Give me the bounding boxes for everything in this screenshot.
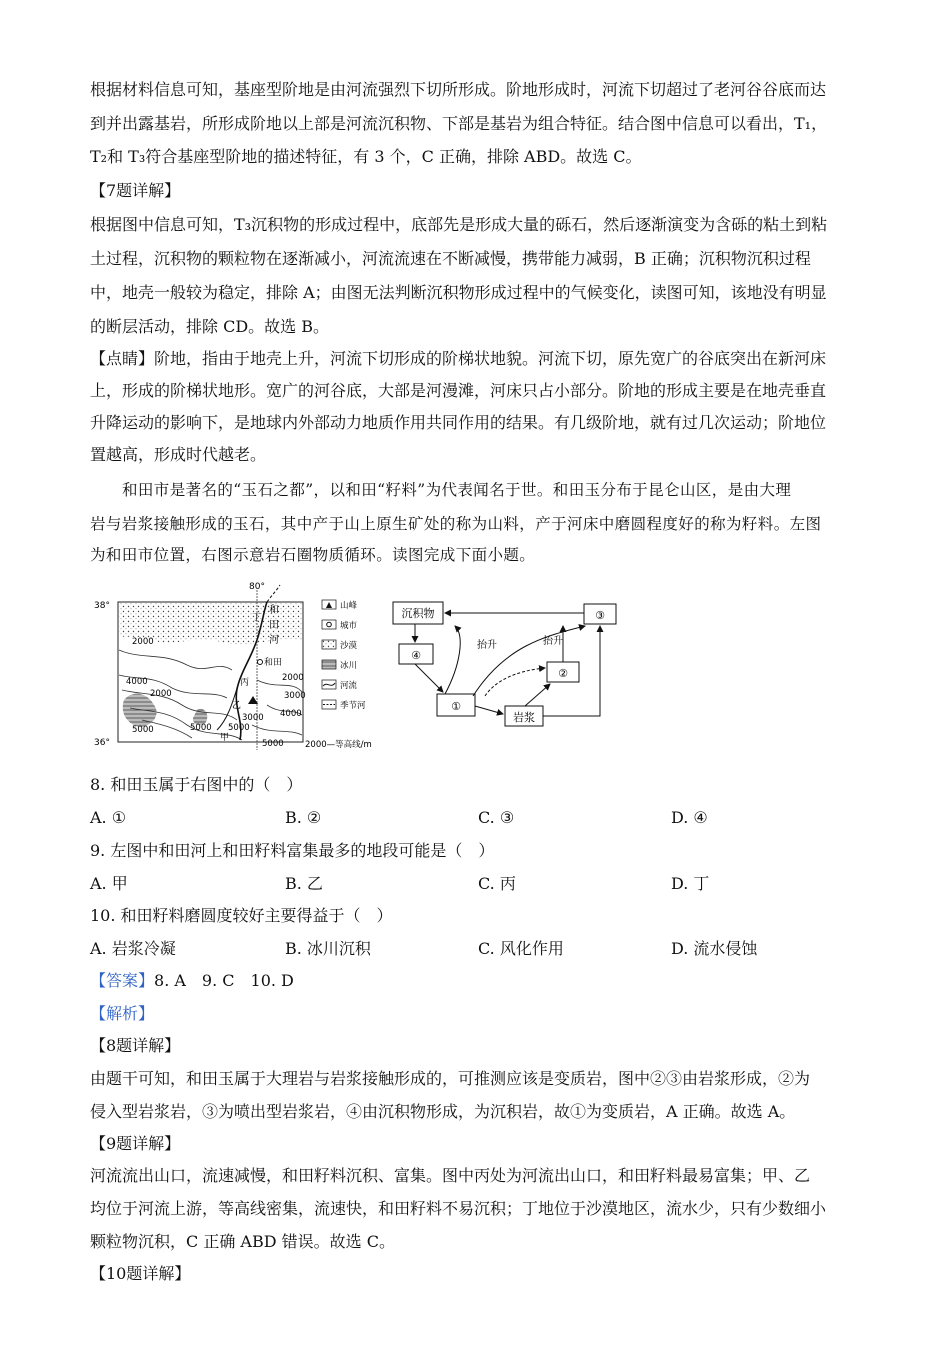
map-legend bbox=[305, 600, 372, 750]
label-uplift-1: 抬升 bbox=[477, 640, 497, 651]
intro-line-2: 岩与岩浆接触形成的玉石，其中产于山上原生矿处的称为山料，产于河床中磨圆程度好的称为籽料。左图 bbox=[90, 515, 822, 533]
q6-line-3: T₂和 T₃符合基座型阶地的描述特征，有 3 个，C 正确，排除 ABD。故选 C。 bbox=[90, 147, 642, 166]
q8-line-2: 侵入型岩浆岩，③为喷出型岩浆岩，④由沉积物形成，为沉积岩，故①为变质岩，A 正确。故选 A。 bbox=[90, 1102, 796, 1121]
label-magma: 岩浆 bbox=[513, 711, 535, 724]
analysis-label: 【解析】 bbox=[90, 1004, 155, 1023]
seasonal-river bbox=[267, 585, 280, 602]
q10-option-c[interactable]: C. 风化作用 bbox=[478, 939, 564, 958]
q9-heading: 【9题详解】 bbox=[90, 1134, 181, 1153]
label-4: ④ bbox=[411, 649, 421, 662]
q9-line-2: 均位于河流上游，等高线密集，流速快，和田籽料不易沉积；丁地位于沙漠地区，流水少，只有少数细小 bbox=[90, 1199, 827, 1218]
legend-river: 河流 bbox=[340, 681, 358, 691]
q9-option-a[interactable]: A. 甲 bbox=[90, 874, 128, 893]
tip-line-1: 【点睛】阶地，指由于地壳上升，河流下切形成的阶梯状地貌。河流下切，原先宽广的谷底突出在新河床 bbox=[90, 349, 827, 368]
contour-label: 3000 bbox=[242, 713, 264, 723]
q8-option-c[interactable]: C. ③ bbox=[478, 808, 515, 827]
answer-text: 8. A 9. C 10. D bbox=[154, 971, 294, 990]
q8-option-a[interactable]: A. ① bbox=[90, 808, 127, 827]
q8-option-d[interactable]: D. ④ bbox=[671, 808, 708, 827]
contour-labels bbox=[126, 637, 306, 749]
q10-option-a[interactable]: A. 岩浆冷凝 bbox=[90, 939, 176, 958]
river-char-1: 和 bbox=[269, 605, 279, 616]
tip-line-2: 上，形成的阶梯状地形。宽广的河谷底，大部是河漫滩，河床只占小部分。阶地的形成主要是在地壳垂直 bbox=[90, 381, 827, 400]
legend-contour: 2000—等高线/m bbox=[305, 740, 372, 750]
legend-glacier-icon bbox=[322, 660, 336, 669]
contour-label: 5000 bbox=[262, 739, 284, 749]
rock-cycle-diagram bbox=[385, 596, 625, 736]
label-1: ① bbox=[451, 700, 461, 713]
label-3: ③ bbox=[595, 609, 605, 622]
intro-line-3: 为和田市位置，右图示意岩石圈物质循环。读图完成下面小题。 bbox=[90, 546, 536, 564]
point-jia: 甲 bbox=[220, 733, 230, 743]
q9-line-1: 河流流出山口，流速减慢，和田籽料沉积、富集。图中丙处为河流出山口，和田籽料最易富集；甲、乙 bbox=[90, 1166, 811, 1185]
answer-line bbox=[90, 970, 294, 992]
q10-stem: 10. 和田籽料磨圆度较好主要得益于（ ） bbox=[90, 906, 393, 925]
q6-line-2: 到并出露基岩，所形成阶地以上部是河流沉积物、下部是基岩为组合特征。结合图中信息可以看出，T₁， bbox=[90, 114, 828, 133]
legend-glacier: 冰川 bbox=[340, 661, 358, 671]
legend-city: 城市 bbox=[340, 621, 358, 631]
contour-label: 4000 bbox=[280, 709, 302, 719]
q8-option-b[interactable]: B. ② bbox=[285, 808, 322, 827]
contour-label: 4000 bbox=[126, 677, 148, 687]
legend-peak: 山峰 bbox=[340, 601, 358, 611]
tip-line-4: 置越高，形成时代越老。 bbox=[90, 445, 267, 464]
lon-80-label: 80° bbox=[249, 582, 265, 592]
legend-desert: 沙漠 bbox=[340, 641, 358, 651]
q9-stem: 9. 左图中和田河上和田籽料富集最多的地段可能是（ ） bbox=[90, 841, 495, 860]
label-uplift-2: 抬升 bbox=[543, 636, 563, 647]
q9-line-3: 颗粒物沉积，C 正确 ABD 错误。故选 C。 bbox=[90, 1232, 395, 1251]
q7-heading: 【7题详解】 bbox=[90, 181, 181, 200]
q8-heading: 【8题详解】 bbox=[90, 1036, 181, 1055]
contour-label: 5000 bbox=[190, 723, 212, 733]
q10-option-b[interactable]: B. 冰川沉积 bbox=[285, 939, 371, 958]
q7-line-3: 中，地壳一般较为稳定，排除 A；由图无法判断沉积物形成过程中的气候变化，读图可知，该地没有明显 bbox=[90, 283, 827, 302]
river-char-3: 河 bbox=[269, 635, 279, 646]
point-ding: 丁 bbox=[252, 613, 262, 623]
city-label: 和田 bbox=[264, 658, 283, 668]
q7-line-2: 土过程，沉积物的颗粒物在逐渐减小，河流流速在不断减慢，携带能力减弱，B 正确；沉积物沉积过程 bbox=[90, 249, 811, 268]
legend-seasonal-river: 季节河 bbox=[340, 701, 366, 711]
q9-option-d[interactable]: D. 丁 bbox=[671, 874, 710, 893]
point-yi: 乙 bbox=[232, 701, 242, 711]
contour-label: 2000 bbox=[132, 637, 154, 647]
q6-line-1: 根据材料信息可知，基座型阶地是由河流强烈下切所形成。阶地形成时，河流下切超过了老河谷谷底而达 bbox=[90, 80, 827, 99]
q8-line-1: 由题干可知，和田玉属于大理岩与岩浆接触形成的，可推测应该是变质岩，图中②③由岩浆形成，②为 bbox=[90, 1069, 811, 1088]
contour-label: 5000 bbox=[132, 725, 154, 735]
intro-line-1: 和田市是著名的“玉石之都”，以和田“籽料”为代表闻名于世。和田玉分布于昆仑山区，是由大理 bbox=[122, 481, 792, 499]
q9-option-b[interactable]: B. 乙 bbox=[285, 874, 323, 893]
point-bing: 丙 bbox=[240, 678, 250, 688]
q10-option-d[interactable]: D. 流水侵蚀 bbox=[671, 939, 758, 958]
river-char-2: 田 bbox=[269, 620, 279, 631]
contour-label: 2000 bbox=[150, 689, 172, 699]
tip-line-3: 升降运动的影响下，是地球内外部动力地质作用共同作用的结果。有几级阶地，就有过几次运动；阶地位 bbox=[90, 413, 827, 432]
legend-desert-icon bbox=[322, 640, 336, 649]
q10-heading: 【10题详解】 bbox=[90, 1264, 191, 1283]
contour-label: 3000 bbox=[284, 691, 306, 701]
label-2: ② bbox=[558, 667, 568, 680]
q7-line-4: 的断层活动，排除 CD。故选 B。 bbox=[90, 317, 330, 336]
label-sediment: 沉积物 bbox=[401, 607, 435, 620]
lat-36-label: 36° bbox=[94, 738, 110, 748]
contour-label: 2000 bbox=[282, 673, 304, 683]
q9-option-c[interactable]: C. 丙 bbox=[478, 874, 516, 893]
hotan-location-map bbox=[92, 580, 392, 760]
hotan-city-icon bbox=[258, 660, 263, 665]
q8-stem: 8. 和田玉属于右图中的（ ） bbox=[90, 775, 303, 794]
lat-38-label: 38° bbox=[94, 601, 110, 611]
answer-label: 【答案】 bbox=[90, 971, 155, 990]
q7-line-1: 根据图中信息可知，T₃沉积物的形成过程中，底部先是形成大量的砾石，然后逐渐演变为含砾的粘土到粘 bbox=[90, 215, 828, 234]
contour-label: 5000 bbox=[228, 723, 250, 733]
mountain-peak-icon bbox=[248, 696, 258, 704]
